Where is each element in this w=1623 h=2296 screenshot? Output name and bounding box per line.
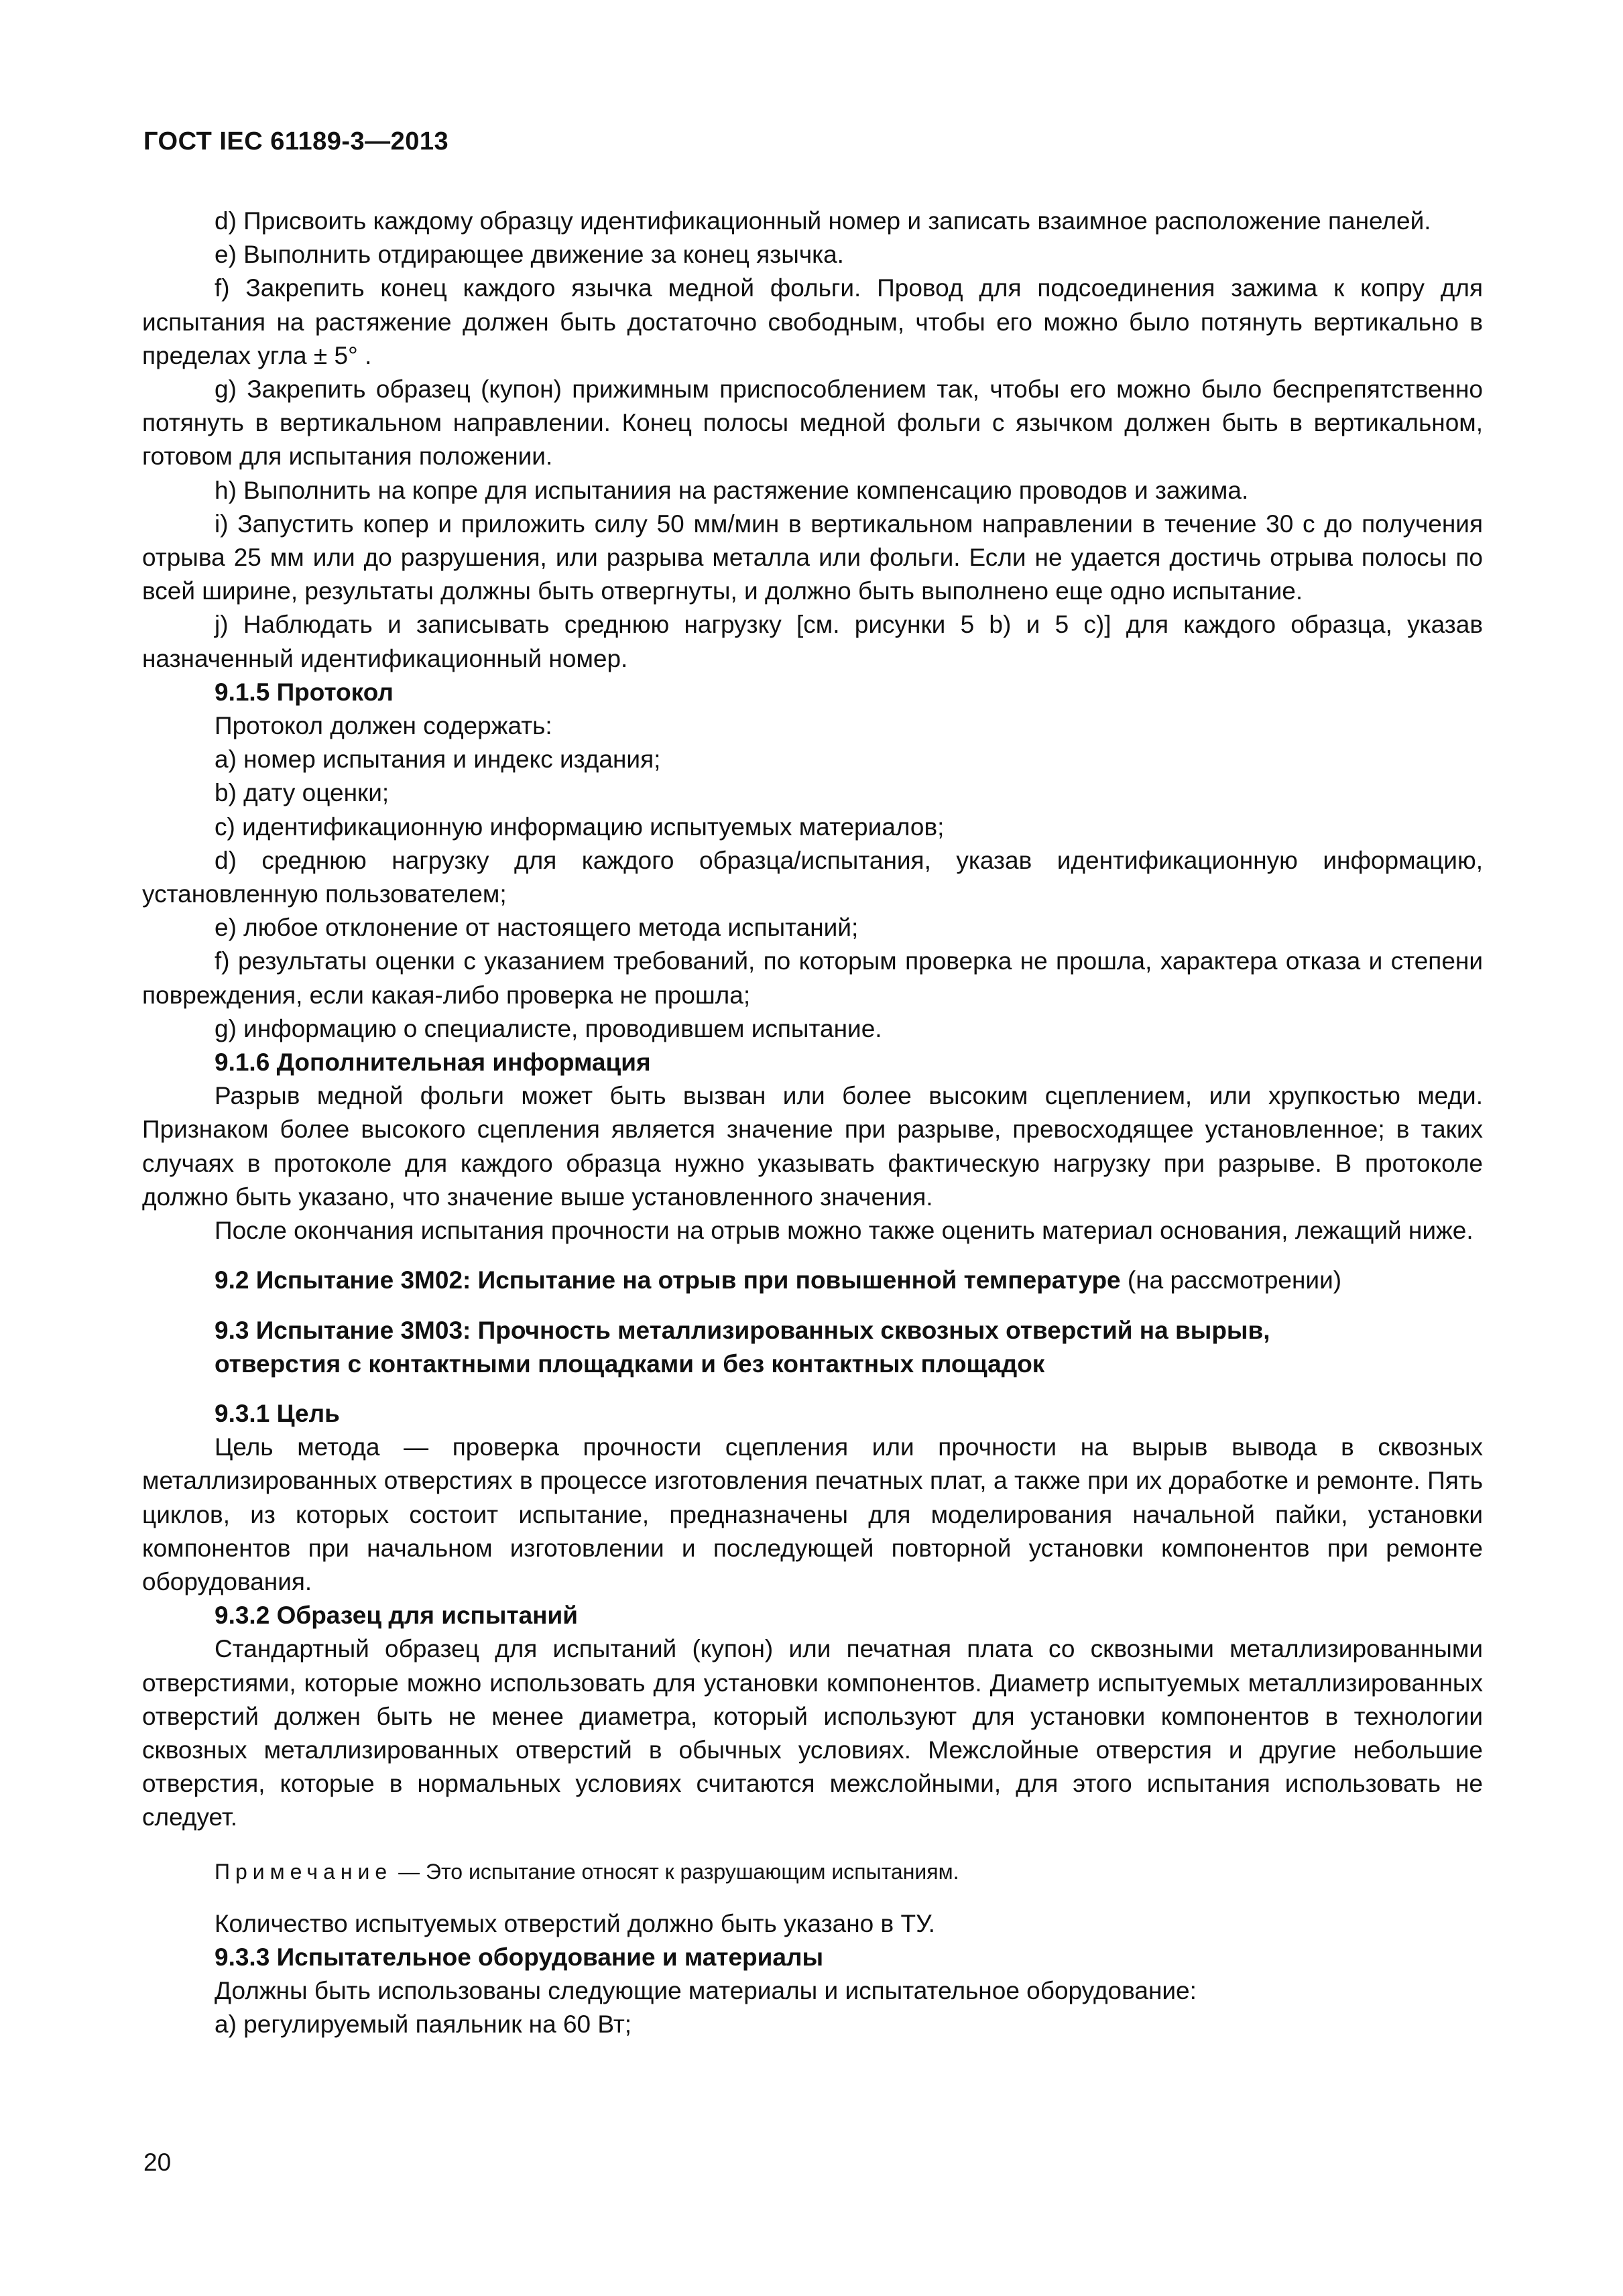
paragraph: После окончания испытания прочности на отрыв можно также оценить материал основания, лежащий ниже. xyxy=(215,1217,1474,1245)
page-number: 20 xyxy=(143,2149,172,2176)
paragraph: j) Наблюдать и записывать среднюю нагрузку [см. рисунки 5 b) и 5 c)] для каждого образца, указав назначенный идентификационный номер. xyxy=(142,611,1483,672)
paragraph: e) Выполнить отдирающее движение за конец язычка. xyxy=(215,241,844,269)
paragraph: Количество испытуемых отверстий должно быть указано в ТУ. xyxy=(215,1909,935,1937)
document-header: ГОСТ IEC 61189-3—2013 xyxy=(143,127,449,156)
section-heading-line: отверстия с контактными площадками и без контактных площадок xyxy=(215,1349,1045,1378)
list-item: a) регулируемый паяльник на 60 Вт; xyxy=(215,2010,632,2039)
paragraph: Протокол должен содержать: xyxy=(215,712,552,740)
list-item: g) информацию о специалисте, проводившем испытание. xyxy=(215,1014,882,1042)
paragraph: Стандартный образец для испытаний (купон) или печатная плата со сквозными металлизированными отверстиями, которые можно использовать для установки компонентов. Диаметр испытуемых металлизированных отверстий должен быть не менее диаметра, который используют для установки компонентов в технологии сквозных металлизированных отверстий в обычных условиях. Межслойные отверстия и другие небольшие отверстия, которые в нормальных условиях считаются межслойными, для этого испытания использовать не следует. xyxy=(142,1635,1483,1831)
paragraph: h) Выполнить на копре для испытаниия на растяжение компенсацию проводов и зажима. xyxy=(215,476,1249,504)
list-item: b) дату оценки; xyxy=(215,779,389,807)
section-heading-line: 9.3 Испытание 3M03: Прочность металлизированных сквозных отверстий на вырыв, xyxy=(215,1316,1270,1344)
list-item: a) номер испытания и индекс издания; xyxy=(215,745,661,774)
section-heading: 9.1.5 Протокол xyxy=(215,678,394,706)
document-body xyxy=(142,204,1483,2042)
note-text: — Это испытание относят к разрушающим испытаниям. xyxy=(392,1859,959,1884)
note xyxy=(142,1855,1483,1888)
list-item: d) среднюю нагрузку для каждого образца/испытания, указав идентификационную информацию, установленную пользователем; xyxy=(142,846,1483,908)
section-heading xyxy=(142,1314,1483,1381)
section-status: (на рассмотрении) xyxy=(1127,1266,1342,1294)
section-heading xyxy=(142,1264,1483,1297)
section-heading: 9.3.3 Испытательное оборудование и материалы xyxy=(215,1943,824,1971)
list-item: c) идентификационную информацию испытуемых материалов; xyxy=(215,812,945,841)
list-item: e) любое отклонение от настоящего метода испытаний; xyxy=(215,914,859,942)
paragraph: Разрыв медной фольги может быть вызван или более высоким сцеплением, или хрупкостью меди. Признаком более высокого сцепления является значение при разрыве, превосходящее установленное; в таких случаях в протоколе для каждого образца нужно указывать фактическую нагрузку при разрыве. В протоколе должно быть указано, что значение выше установленного значения. xyxy=(142,1082,1483,1211)
paragraph: Должны быть использованы следующие материалы и испытательное оборудование: xyxy=(215,1977,1197,2005)
section-heading-text: 9.2 Испытание 3M02: Испытание на отрыв при повышенной температуре xyxy=(215,1266,1121,1294)
note-label: Примечание xyxy=(215,1859,393,1884)
paragraph: i) Запустить копер и приложить силу 50 мм/мин в вертикальном направлении в течение 30 с до получения отрыва 25 мм или до разрушения, или разрыва металла или фольги. Если не удается достичь отрыва полосы по всей ширине, результаты должны быть отвергнуты, и должно быть выполнено еще одно испытание. xyxy=(142,509,1483,605)
paragraph: Цель метода — проверка прочности сцепления или прочности на вырыв вывода в сквозных металлизированных отверстиях в процессе изготовления печатных плат, а также при их доработке и ремонте. Пять циклов, из которых состоит испытание, предназначены для моделирования начальной пайки, установки компонентов при начальном изготовлении и последующей повторной установки компонентов при ремонте оборудования. xyxy=(142,1433,1483,1595)
section-heading: 9.1.6 Дополнительная информация xyxy=(215,1048,651,1077)
section-heading: 9.3.1 Цель xyxy=(215,1399,340,1427)
list-item: f) результаты оценки с указанием требований, по которым проверка не прошла, характера отказа и степени повреждения, если какая-либо проверка не прошла; xyxy=(142,947,1483,1009)
section-heading: 9.3.2 Образец для испытаний xyxy=(215,1602,579,1630)
paragraph: d) Присвоить каждому образцу идентификационный номер и записать взаимное расположение панелей. xyxy=(215,207,1431,235)
paragraph: f) Закрепить конец каждого язычка медной фольги. Провод для подсоединения зажима к копру для испытания на растяжение должен быть достаточно свободным, чтобы его можно было потянуть вертикально в пределах угла ± 5° . xyxy=(142,274,1483,369)
paragraph: g) Закрепить образец (купон) прижимным приспособлением так, чтобы его можно было беспрепятственно потянуть в вертикальном направлении. Конец полосы медной фольги с язычком должен быть в вертикальном, готовом для испытания положении. xyxy=(142,375,1483,471)
